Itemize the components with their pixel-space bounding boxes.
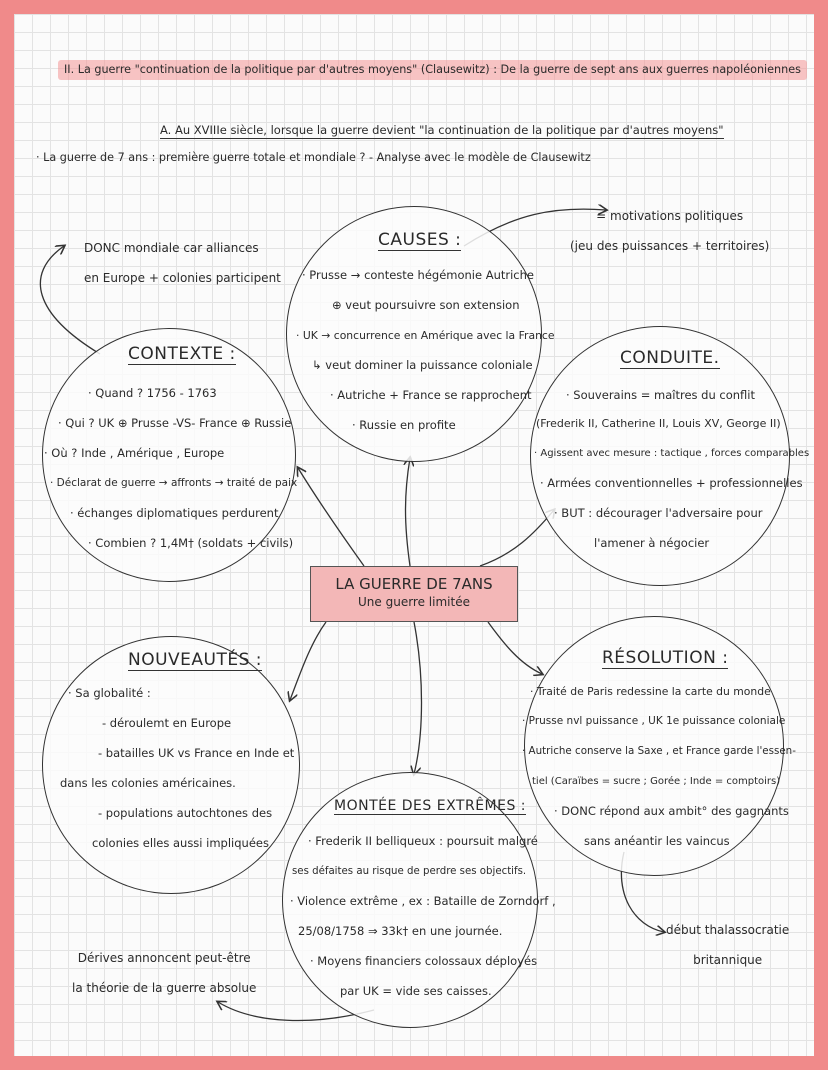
contexte-line: · Où ? Inde , Amérique , Europe xyxy=(44,446,225,460)
nouveautes-line: - déroulemt en Europe xyxy=(102,716,232,730)
note-bottom-left-line-2: la théorie de la guerre absolue xyxy=(72,981,257,995)
resolution-line: · Prusse nvl puissance , UK 1e puissance coloniale xyxy=(522,715,786,727)
note-top-left xyxy=(84,240,281,286)
causes-line: · UK → concurrence en Amérique avec la France xyxy=(296,329,555,342)
nouveautes-line: colonies elles aussi impliquées xyxy=(92,836,269,850)
header-title: II. La guerre "continuation de la politique par d'autres moyens" (Clausewitz) : De la guerre de sept ans aux guerres napoléoniennes xyxy=(58,60,807,80)
conduite-line: (Frederik II, Catherine II, Louis XV, George II) xyxy=(536,417,781,430)
note-top-left-line-1: DONC mondiale car alliances xyxy=(84,241,259,255)
conduite-line: · Armées conventionnelles + professionnelles xyxy=(540,476,803,490)
nouveautes-circle xyxy=(42,636,300,894)
montee-line: ses défaites au risque de perdre ses objectifs. xyxy=(292,866,527,877)
arrow-center-to-contexte xyxy=(298,468,364,566)
contexte-line: · Déclarat de guerre → affronts → traité de paix xyxy=(50,477,298,489)
note-bottom-right-line-2: britannique xyxy=(693,953,763,967)
conduite-line: · Agissent avec mesure : tactique , forces comparables xyxy=(534,448,810,459)
note-bottom-right xyxy=(666,922,789,968)
note-top-right-line-2: (jeu des puissances + territoires) xyxy=(570,239,770,253)
causes-line: ⊕ veut poursuivre son extension xyxy=(332,298,520,312)
arrow-center-to-montee xyxy=(414,622,422,774)
note-bottom-right-line-1: début thalassocratie xyxy=(666,923,790,937)
resolution-line: · DONC répond aux ambit° des gagnants xyxy=(554,804,789,818)
central-topic-subtitle: Une guerre limitée xyxy=(358,595,470,609)
arrow-center-to-resolution xyxy=(488,622,542,674)
arrow-center-to-causes xyxy=(406,458,411,566)
montee-line: · Moyens financiers colossaux déployés xyxy=(310,954,538,968)
resolution-line: · Traité de Paris redessine la carte du monde xyxy=(530,685,771,698)
section-a-title: A. Au XVIIIe siècle, lorsque la guerre devient "la continuation de la politique par d'autres moyens" xyxy=(160,123,724,137)
montee-line: · Frederik II belliqueux : poursuit malgré xyxy=(308,834,538,848)
causes-line: ↳ veut dominer la puissance coloniale xyxy=(312,358,533,372)
central-topic-box xyxy=(310,566,518,622)
conduite-line: · Souverains = maîtres du conflit xyxy=(566,388,756,402)
conduite-title: CONDUITE. xyxy=(620,348,720,368)
conduite-line: l'amener à négocier xyxy=(594,536,710,550)
montee-line: par UK = vide ses caisses. xyxy=(340,984,492,998)
contexte-line: · échanges diplomatiques perdurent xyxy=(70,506,279,520)
note-top-right-line-1: = motivations politiques xyxy=(596,209,744,223)
resolution-title: RÉSOLUTION : xyxy=(602,648,729,668)
nouveautes-title: NOUVEAUTÉS : xyxy=(128,650,263,670)
note-top-right xyxy=(570,208,769,254)
contexte-title: CONTEXTE : xyxy=(128,344,236,364)
montee-line: 25/08/1758 ⇒ 33k† en une journée. xyxy=(298,924,503,938)
note-bottom-left-line-1: Dérives annoncent peut-être xyxy=(77,951,251,965)
causes-line: · Prusse → conteste hégémonie Autriche xyxy=(302,268,534,282)
causes-title: CAUSES : xyxy=(378,230,462,250)
conduite-line: · BUT : décourager l'adversaire pour xyxy=(554,506,763,520)
resolution-line: sans anéantir les vaincus xyxy=(584,834,730,848)
contexte-line: · Qui ? UK ⊕ Prusse -VS- France ⊕ Russie xyxy=(58,416,292,430)
nouveautes-line: - populations autochtones des xyxy=(98,806,273,820)
nouveautes-line: · Sa globalité : xyxy=(68,686,151,700)
contexte-line: · Quand ? 1756 - 1763 xyxy=(88,386,217,400)
arrow-center-to-conduite xyxy=(480,510,554,566)
nouveautes-line: - batailles UK vs France en Inde et xyxy=(98,746,295,760)
causes-line: · Russie en profite xyxy=(352,418,456,432)
note-top-left-line-2: en Europe + colonies participent xyxy=(84,271,281,285)
central-topic-title: LA GUERRE DE 7ANS xyxy=(335,575,493,593)
montee-line: · Violence extrême , ex : Bataille de Zorndorf , xyxy=(290,894,556,908)
contexte-line: · Combien ? 1,4M† (soldats + civils) xyxy=(88,536,294,550)
resolution-line: · Autriche conserve la Saxe , et France garde l'essen- xyxy=(522,745,796,757)
causes-line: · Autriche + France se rapprochent xyxy=(330,388,532,402)
resolution-line: tiel (Caraïbes = sucre ; Gorée ; Inde = comptoirs) xyxy=(532,776,781,787)
section-question: · La guerre de 7 ans : première guerre totale et mondiale ? - Analyse avec le modèle de Clausewitz xyxy=(36,151,591,164)
arrow-center-to-nouveautes xyxy=(290,622,326,700)
montee-title: MONTÉE DES EXTRÊMES : xyxy=(334,798,527,814)
note-bottom-left xyxy=(72,950,256,996)
notes-page xyxy=(14,14,814,1056)
nouveautes-line: dans les colonies américaines. xyxy=(60,776,236,790)
